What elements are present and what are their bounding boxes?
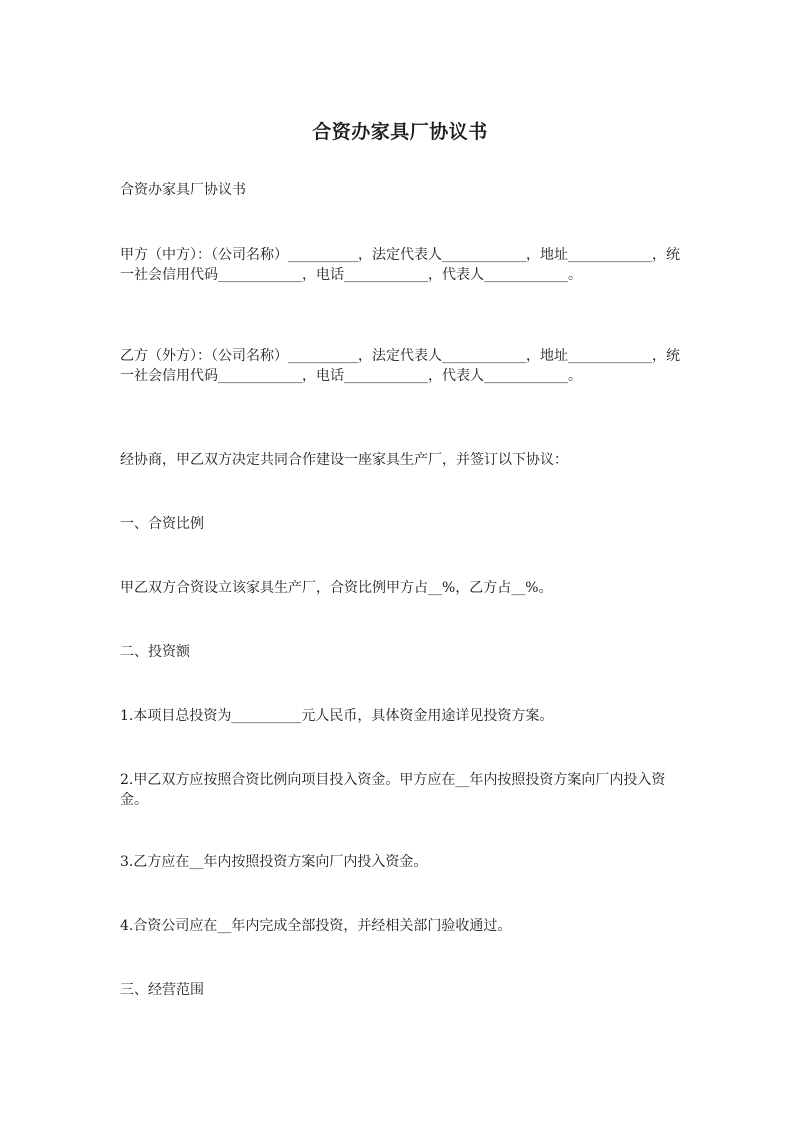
- investment-item-4: 4.合资公司应在__年内完成全部投资，并经相关部门验收通过。: [120, 918, 512, 934]
- document-title: 合资办家具厂协议书: [312, 121, 488, 143]
- investment-item-3: 3.乙方应在__年内按照投资方案向厂内投入资金。: [120, 854, 428, 870]
- section-1-text: 甲乙双方合资设立该家具生产厂，合资比例甲方占__%，乙方占__%。: [120, 580, 553, 596]
- investment-item-2: 2.甲乙双方应按照合资比例向项目投入资金。甲方应在__年内按照投资方案向厂内投入资金。: [120, 772, 666, 808]
- section-2-heading: 二、投资额: [120, 644, 190, 660]
- party-b-paragraph: 乙方（外方）：（公司名称）__________，法定代表人____________，地址____________，统一社会信用代码____________，电话____________，代表人____________。: [120, 348, 680, 384]
- section-3-heading: 三、经营范围: [120, 982, 204, 998]
- section-1-heading: 一、合资比例: [120, 516, 204, 532]
- investment-item-1: 1.本项目总投资为__________元人民币，具体资金用途详见投资方案。: [120, 708, 554, 724]
- party-a-paragraph: 甲方（中方）：（公司名称）__________，法定代表人____________，地址____________，统一社会信用代码____________，电话____________，代表人____________。: [120, 247, 680, 283]
- document-subtitle: 合资办家具厂协议书: [120, 182, 246, 198]
- intro-paragraph: 经协商，甲乙双方决定共同合作建设一座家具生产厂，并签订以下协议：: [120, 452, 568, 468]
